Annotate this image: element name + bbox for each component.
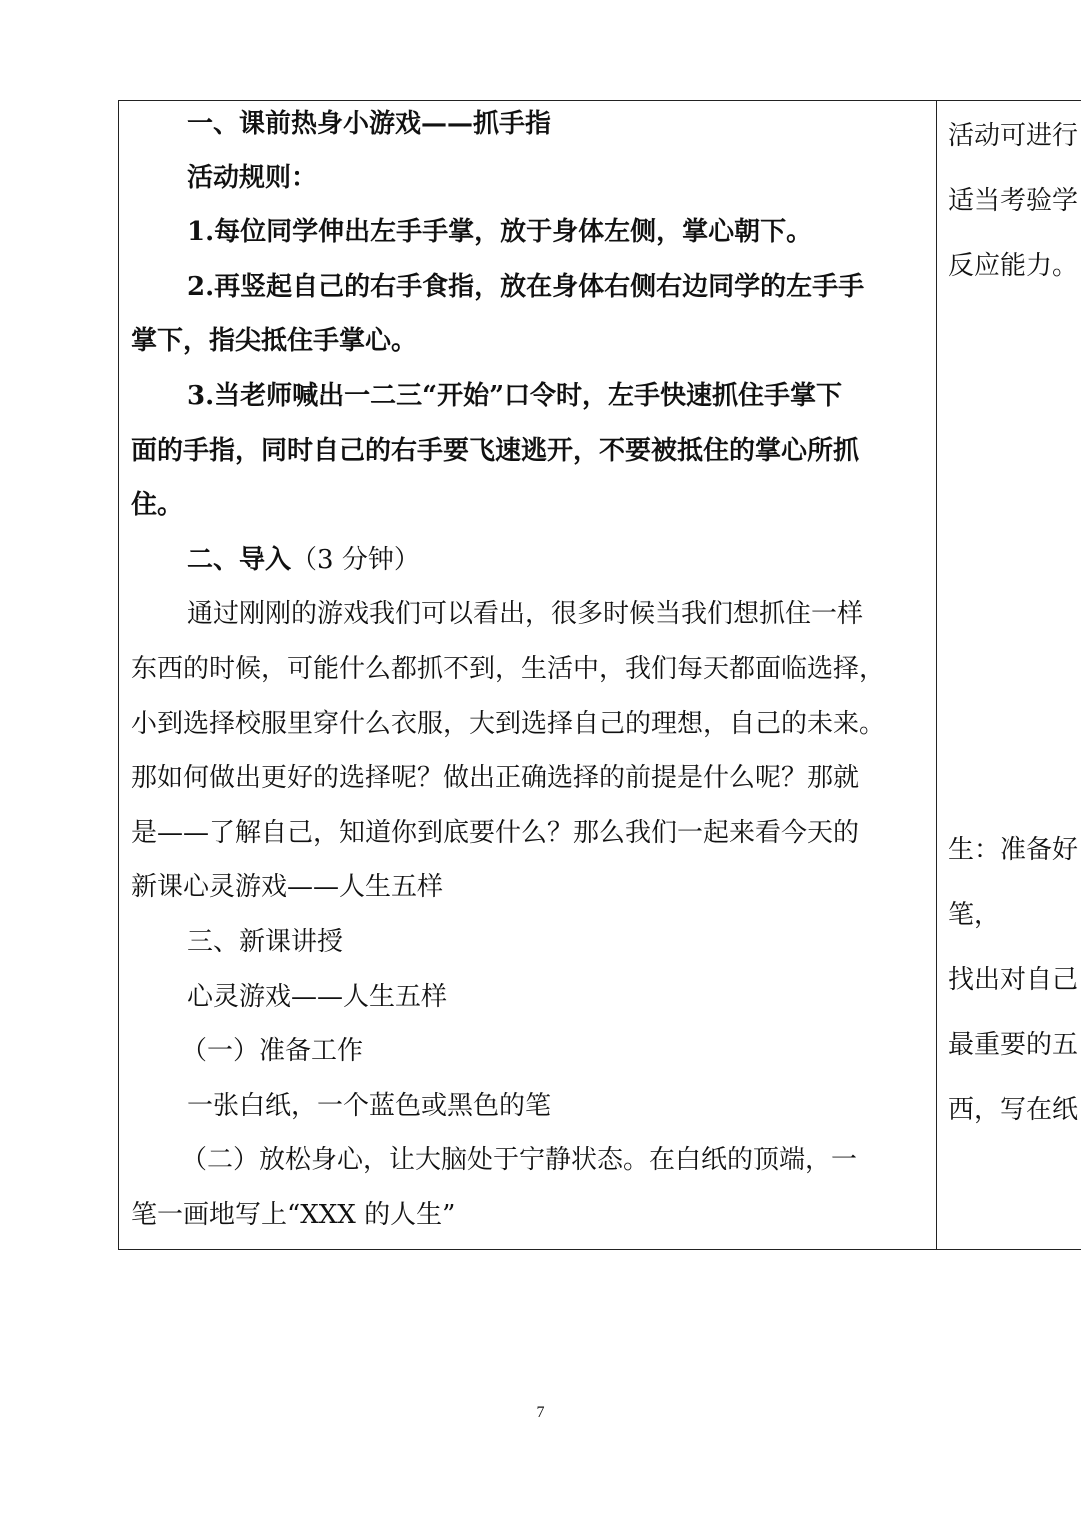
note-line-7: 最重要的五 — [948, 1030, 1079, 1060]
note-line-2: 适当考验学 — [948, 186, 1079, 216]
rules-heading: 活动规则： — [187, 163, 318, 193]
lesson-plan-table — [118, 100, 1081, 1250]
section-intro-duration: （3 分钟） — [291, 545, 420, 575]
section-new-lesson-heading: 三、新课讲授 — [187, 927, 344, 957]
section-warmup-heading: 一、课前热身小游戏——抓手指 — [187, 109, 552, 139]
intro-paragraph-line-4: 那如何做出更好的选择呢？做出正确选择的前提是什么呢？那就 — [131, 763, 860, 793]
rule-3-line-1: 3.当老师喊出一二三“开始”口令时，左手快速抓住手掌下 — [187, 381, 843, 411]
step-1-heading: （一）准备工作 — [181, 1036, 364, 1066]
lesson-title: 心灵游戏——人生五样 — [187, 982, 448, 1012]
note-line-8: 西，写在纸 — [948, 1095, 1079, 1125]
intro-paragraph-line-2: 东西的时候，可能什么都抓不到，生活中，我们每天都面临选择， — [131, 654, 886, 684]
step-2-line-1: （二）放松身心，让大脑处于宁静状态。在白纸的顶端，一 — [181, 1145, 858, 1175]
intro-paragraph-line-5: 是——了解自己，知道你到底要什么？那么我们一起来看今天的 — [131, 818, 860, 848]
step-1-materials: 一张白纸，一个蓝色或黑色的笔 — [187, 1091, 552, 1121]
note-line-4: 生：准备好 — [948, 835, 1079, 865]
column-divider — [936, 101, 937, 1249]
rule-3-line-2: 面的手指，同时自己的右手要飞速逃开，不要被抵住的掌心所抓 — [131, 436, 860, 466]
intro-paragraph-line-3: 小到选择校服里穿什么衣服，大到选择自己的理想，自己的未来。 — [131, 709, 886, 739]
step-2-line-2: 笔一画地写上“XXX 的人生” — [131, 1200, 456, 1230]
rule-3-line-3: 住。 — [131, 490, 184, 520]
intro-paragraph-line-6: 新课心灵游戏——人生五样 — [131, 872, 444, 902]
note-line-6: 找出对自己 — [948, 965, 1079, 995]
note-line-1: 活动可进行 — [948, 121, 1079, 151]
rule-2-line-1: 2.再竖起自己的右手食指，放在身体右侧右边同学的左手手 — [187, 272, 865, 302]
notes-cell — [938, 101, 1081, 1249]
rule-1: 1.每位同学伸出左手手掌，放于身体左侧，掌心朝下。 — [187, 217, 813, 247]
note-line-3: 反应能力。 — [948, 251, 1079, 281]
section-intro-title: 二、导入 — [187, 545, 292, 575]
main-content-cell — [119, 101, 936, 1249]
section-intro-heading — [187, 545, 420, 575]
page-number: 7 — [536, 1404, 545, 1421]
note-line-5: 笔， — [948, 900, 1001, 930]
rule-2-line-2: 掌下，指尖抵住手掌心。 — [131, 326, 418, 356]
intro-paragraph-line-1: 通过刚刚的游戏我们可以看出，很多时候当我们想抓住一样 — [187, 599, 864, 629]
